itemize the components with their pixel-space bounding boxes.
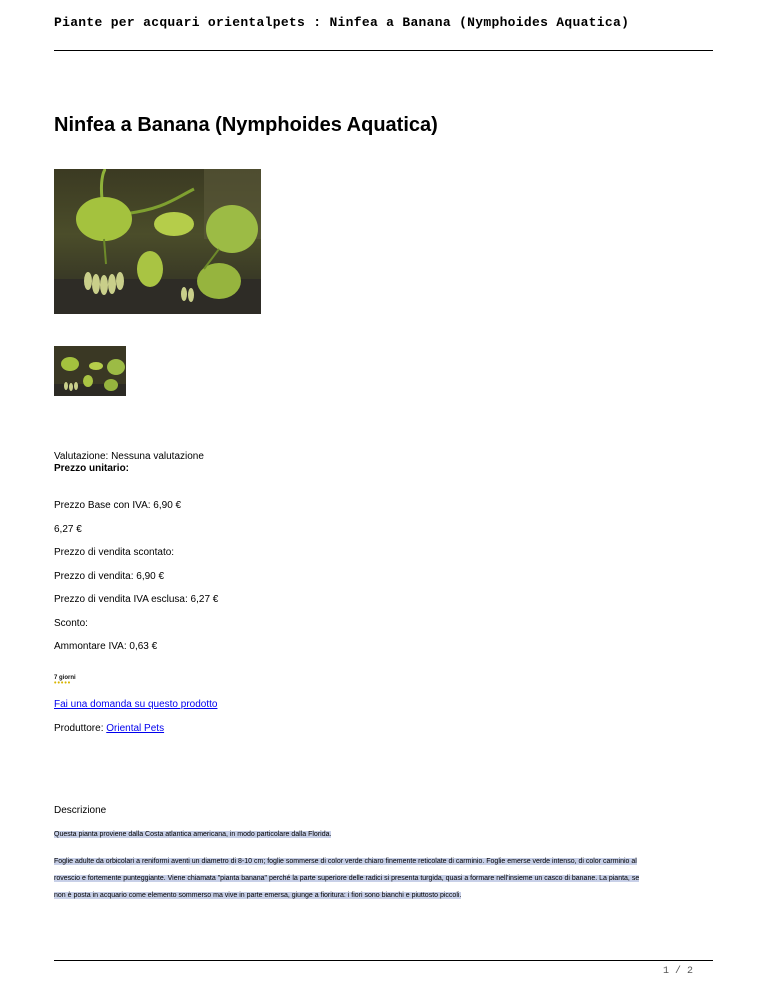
delivery-time-text: 7 giorni xyxy=(54,675,76,681)
document-header-title: Piante per acquari orientalpets : Ninfea a Banana (Nymphoides Aquatica) xyxy=(54,15,630,30)
description-paragraph-2-line-2 xyxy=(54,870,709,887)
description-line: rovescio e fortemente punteggiante. Viene chiamata "pianta banana" perché la parte superiore delle radici si presenta turgida, quasi a formare nell'insieme un casco di banane. La pianta, se xyxy=(54,875,640,882)
net-price: 6,27 € xyxy=(54,524,82,535)
base-price: Prezzo Base con IVA: 6,90 € xyxy=(54,500,182,511)
sale-price-excl-vat: Prezzo di vendita IVA esclusa: 6,27 € xyxy=(54,594,219,605)
unit-price-label: Prezzo unitario: xyxy=(54,463,130,474)
ask-question-row xyxy=(54,699,217,710)
discounted-price-label: Prezzo di vendita scontato: xyxy=(54,547,175,558)
sale-price: Prezzo di vendita: 6,90 € xyxy=(54,571,165,582)
description-heading: Descrizione xyxy=(54,805,107,816)
product-image[interactable] xyxy=(54,169,261,314)
description-paragraph-2-line-1 xyxy=(54,853,709,870)
description-line: non è posta in acquario come elemento sommerso ma vive in parte emersa, giunge a fioritura: i fiori sono bianchi e piuttosto piccoli. xyxy=(54,892,462,899)
description-paragraph-2-line-3 xyxy=(54,887,709,904)
ask-question-link[interactable]: Fai una domanda su questo prodotto xyxy=(54,699,218,710)
header-rule xyxy=(54,50,713,51)
rating-text: Valutazione: Nessuna valutazione xyxy=(54,451,204,462)
footer-rule xyxy=(54,960,713,961)
page-number: 1 / 2 xyxy=(663,966,694,977)
manufacturer-row xyxy=(54,723,164,734)
description-line: Foglie adulte da orbicolari a reniformi aventi un diametro di 8-10 cm; foglie sommerse di color verde chiaro finemente reticolate di carminio. Foglie emerse verde intenso, di color carminio al xyxy=(54,858,637,865)
manufacturer-label: Produttore: xyxy=(54,723,104,734)
product-title: Ninfea a Banana (Nymphoides Aquatica) xyxy=(54,114,438,136)
delivery-dots-icon: ••••• xyxy=(54,680,72,687)
description-paragraph-1 xyxy=(54,826,709,843)
delivery-time-badge xyxy=(54,675,80,689)
discount-label: Sconto: xyxy=(54,618,88,629)
manufacturer-link[interactable]: Oriental Pets xyxy=(106,723,165,734)
vat-amount: Ammontare IVA: 0,63 € xyxy=(54,641,158,652)
product-thumbnail[interactable] xyxy=(54,346,126,396)
description-line: Questa pianta proviene dalla Costa atlantica americana, in modo particolare dalla Florida. xyxy=(54,831,332,838)
